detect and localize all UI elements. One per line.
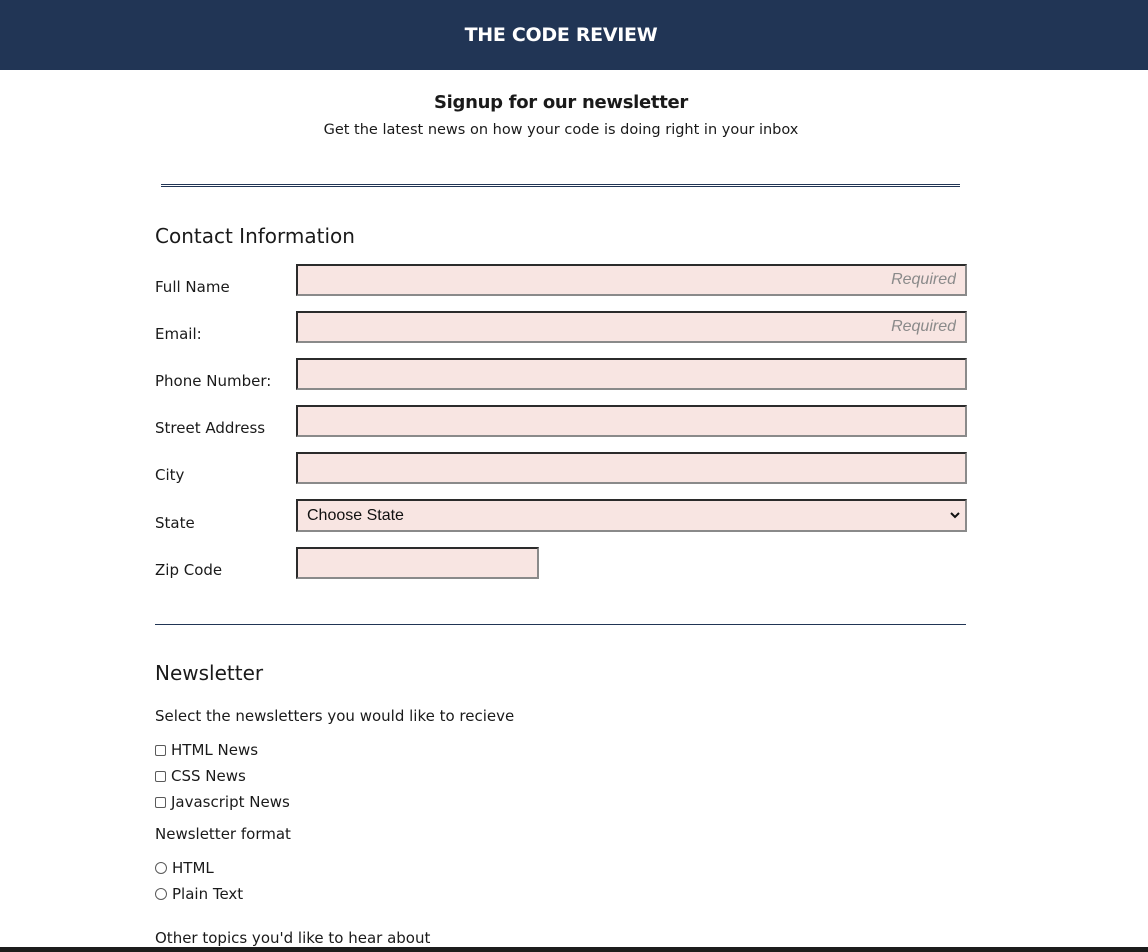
format-option-plain-text[interactable] [155,885,243,903]
format-plain-text-label: Plain Text [172,885,244,903]
page-bottom-edge [0,947,1148,952]
html-news-label: HTML News [171,741,259,759]
email-input[interactable] [296,311,967,343]
format-html-radio[interactable] [155,862,167,874]
newsletter-select-prompt: Select the newsletters you would like to recieve [155,707,515,725]
signup-title: Signup for our newsletter [433,92,688,113]
full-name-label: Full Name [155,278,230,296]
javascript-news-checkbox[interactable] [155,797,166,808]
format-html-label: HTML [172,859,214,877]
other-topics-label: Other topics you'd like to hear about [155,929,431,947]
state-select-value: Choose State [307,506,404,524]
full-name-input[interactable] [296,264,967,296]
css-news-checkbox[interactable] [155,771,166,782]
zip-code-label: Zip Code [155,561,223,579]
site-header [0,0,1148,70]
contact-heading: Contact Information [155,224,355,248]
zip-code-input[interactable] [296,547,539,579]
site-title: THE CODE REVIEW [464,24,658,46]
newsletter-option-html[interactable] [155,741,258,759]
signup-subtitle: Get the latest news on how your code is doing right in your inbox [323,122,799,138]
javascript-news-label: Javascript News [171,793,290,811]
html-news-checkbox[interactable] [155,745,166,756]
newsletter-heading: Newsletter [155,661,264,685]
double-divider [161,184,960,187]
newsletter-format-label: Newsletter format [155,825,291,843]
format-option-html[interactable] [155,859,214,877]
section-divider [155,624,966,625]
format-plain-text-radio[interactable] [155,888,167,900]
newsletter-option-css[interactable] [155,767,246,785]
newsletter-option-javascript[interactable] [155,793,290,811]
state-select[interactable] [296,499,967,532]
email-label: Email: [155,325,202,343]
phone-label: Phone Number: [155,372,272,390]
city-label: City [155,466,185,484]
street-address-input[interactable] [296,405,967,437]
city-input[interactable] [296,452,967,484]
chevron-down-icon [945,512,965,519]
css-news-label: CSS News [171,767,246,785]
phone-input[interactable] [296,358,967,390]
state-label: State [155,514,195,532]
street-address-label: Street Address [155,419,266,437]
